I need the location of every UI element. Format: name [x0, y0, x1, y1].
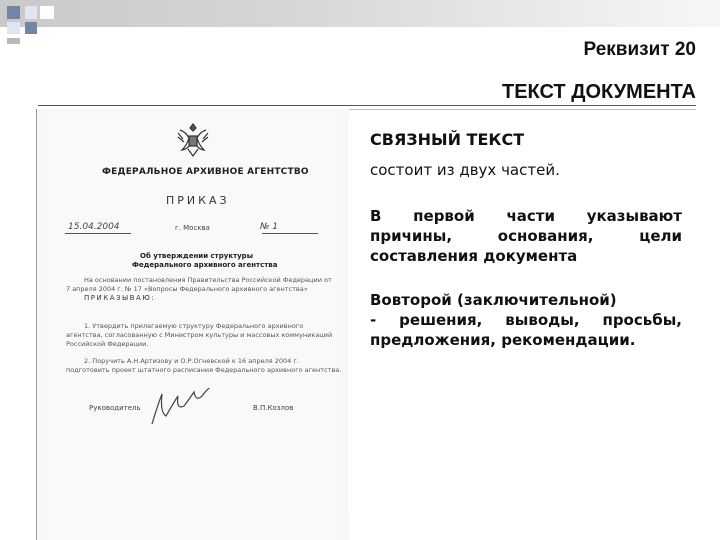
decor-square	[25, 22, 37, 34]
content-subheading: состоит из двух частей.	[370, 161, 560, 179]
doc-city: г. Москва	[175, 224, 210, 232]
decor-square	[40, 6, 54, 19]
word: выводы,	[505, 311, 580, 329]
decor-square	[25, 6, 37, 19]
word: В	[370, 207, 382, 225]
title-divider	[38, 105, 696, 106]
slide-number-label: Реквизит 20	[583, 39, 696, 60]
paragraph-line: составления документа	[370, 247, 578, 265]
paragraph-line	[370, 226, 682, 246]
coat-of-arms-icon	[176, 121, 210, 159]
top-decor-band	[0, 0, 720, 27]
word: -	[370, 311, 377, 329]
doc-number: № 1	[260, 222, 278, 232]
paragraph-first-part	[370, 206, 682, 266]
decor-square	[7, 6, 20, 19]
word: причины,	[370, 227, 453, 245]
decor-square	[7, 22, 20, 34]
word: указывают	[586, 207, 682, 225]
signature-icon	[148, 388, 220, 428]
paragraph-line	[370, 206, 682, 226]
doc-item-line: агентства, согласованную с Министром культуры и массовых коммуникаций	[66, 331, 333, 339]
word: первой	[413, 207, 475, 225]
paragraph-line	[370, 310, 682, 330]
paragraph-line: предложения, рекомендации.	[370, 331, 636, 349]
doc-item-line: 2. Поручить А.Н.Артизову и О.Р.Огневской к 16 апреля 2004 г.	[84, 357, 299, 365]
content-heading: СВЯЗНЫЙ ТЕКСТ	[370, 130, 525, 149]
doc-item-line: Российской Федерации.	[66, 340, 149, 348]
doc-agency-name: ФЕДЕРАЛЬНОЕ АРХИВНОЕ АГЕНТСТВО	[102, 167, 309, 177]
doc-number-line	[262, 233, 318, 234]
doc-signer-name: В.П.Козлов	[253, 404, 294, 412]
decor-square	[7, 38, 20, 44]
word: просьбы,	[602, 311, 682, 329]
doc-item-line: подготовить проект штатного расписания Федерального архивного агентства.	[66, 366, 342, 374]
word: решения,	[399, 311, 483, 329]
doc-subject-line: Об утверждении структуры	[140, 252, 254, 260]
doc-preamble-line: На основании постановления Правительства Российской Федерации от	[84, 276, 332, 284]
word: цели	[639, 227, 682, 245]
doc-subject-line: Федерального архивного агентства	[132, 261, 278, 269]
doc-date-line	[65, 233, 131, 234]
doc-item-line: 1. Утвердить прилагаемую структуру Федерального архивного	[84, 322, 304, 330]
doc-preamble-line: 7 апреля 2004 г. № 17 «Вопросы Федерального архивного агентства»	[66, 285, 308, 293]
doc-directive: ПРИКАЗЫВАЮ:	[84, 294, 156, 302]
doc-signer-title: Руководитель	[89, 404, 141, 412]
doc-date: 15.04.2004	[68, 222, 120, 232]
slide-title: ТЕКСТ ДОКУМЕНТА	[501, 81, 696, 103]
paragraph-line: Вовторой (заключительной)	[370, 291, 617, 309]
paragraph-second-part	[370, 290, 682, 350]
word: основания,	[497, 227, 594, 245]
word: части	[506, 207, 555, 225]
doc-order-word: ПРИКАЗ	[166, 194, 230, 207]
